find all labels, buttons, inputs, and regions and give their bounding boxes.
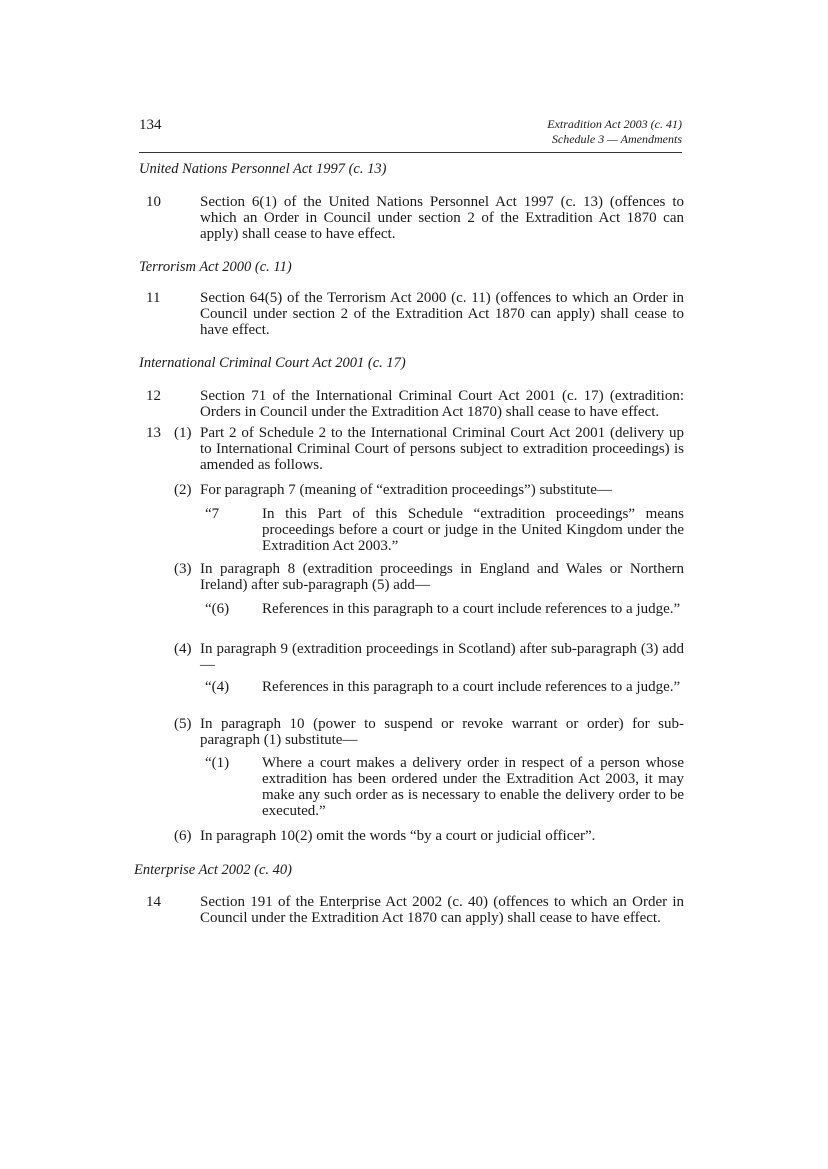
subparagraph-6-text: In paragraph 10(2) omit the words “by a court or judicial officer”. xyxy=(200,828,596,844)
section-heading-un: United Nations Personnel Act 1997 (c. 13) xyxy=(139,161,387,177)
subparagraph-3-text: In paragraph 8 (extradition proceedings in England and Wales or Northern Ireland) after sub-paragraph (5) add— xyxy=(200,561,684,593)
section-heading-enterprise: Enterprise Act 2002 (c. 40) xyxy=(134,862,292,878)
paragraph-11-text: Section 64(5) of the Terrorism Act 2000 (c. 11) (offences to which an Order in Council under section 2 of the Extradition Act 1870 can apply) shall cease to have effect. xyxy=(200,290,684,338)
running-header xyxy=(547,117,682,147)
section-heading-terrorism: Terrorism Act 2000 (c. 11) xyxy=(139,259,292,275)
paragraph-number-12: 12 xyxy=(146,388,161,404)
paragraph-number-14: 14 xyxy=(146,894,161,910)
subparagraph-1-number: (1) xyxy=(174,425,192,441)
subparagraph-4-number: (4) xyxy=(174,641,192,657)
paragraph-12-text: Section 71 of the International Criminal Court Act 2001 (c. 17) (extradition: Orders in Council under the Extradition Act 1870) shall cease to have effect. xyxy=(200,388,684,420)
quoted-subparagraph-6-text: References in this paragraph to a court include references to a judge.” xyxy=(262,601,681,617)
paragraph-number-10: 10 xyxy=(146,194,161,210)
running-subtitle: Schedule 3 — Amendments xyxy=(551,132,682,146)
subparagraph-2-number: (2) xyxy=(174,482,192,498)
quoted-paragraph-7-number: “7 xyxy=(205,506,220,522)
paragraph-number-11: 11 xyxy=(146,290,161,306)
subparagraph-5-number: (5) xyxy=(174,716,192,732)
subparagraph-1-text: Part 2 of Schedule 2 to the International Criminal Court Act 2001 (delivery up to International Criminal Court of persons subject to extradition proceedings) is amended as follows. xyxy=(200,425,684,473)
page-number: 134 xyxy=(139,117,162,133)
quoted-subparagraph-6-number: “(6) xyxy=(205,601,230,617)
paragraph-10-text: Section 6(1) of the United Nations Personnel Act 1997 (c. 13) (offences to which an Order in Council under section 2 of the Extradition Act 1870 can apply) shall cease to have effect. xyxy=(200,194,684,242)
subparagraph-6-number: (6) xyxy=(174,828,192,844)
quoted-subparagraph-1-text: Where a court makes a delivery order in respect of a person whose extradition has been ordered under the Extradition Act 2003, it may make any such order as is necessary to enable the delivery order to be executed.” xyxy=(262,755,684,819)
running-title: Extradition Act 2003 (c. 41) xyxy=(547,117,682,131)
header-rule xyxy=(139,152,682,153)
subparagraph-2-text: For paragraph 7 (meaning of “extradition proceedings”) substitute— xyxy=(200,482,612,498)
section-heading-icc: International Criminal Court Act 2001 (c. 17) xyxy=(139,355,406,371)
subparagraph-5-text: In paragraph 10 (power to suspend or revoke warrant or order) for sub-paragraph (1) substitute— xyxy=(200,716,684,748)
quoted-subparagraph-1-number: “(1) xyxy=(205,755,230,771)
quoted-subparagraph-4-number: “(4) xyxy=(205,679,230,695)
paragraph-14-text: Section 191 of the Enterprise Act 2002 (c. 40) (offences to which an Order in Council under the Extradition Act 1870 can apply) shall cease to have effect. xyxy=(200,894,684,926)
subparagraph-4-text: In paragraph 9 (extradition proceedings in Scotland) after sub-paragraph (3) add— xyxy=(200,641,684,673)
subparagraph-3-number: (3) xyxy=(174,561,192,577)
quoted-paragraph-7-text: In this Part of this Schedule “extradition proceedings” means proceedings before a court or judge in the United Kingdom under the Extradition Act 2003.” xyxy=(262,506,684,554)
quoted-subparagraph-4-text: References in this paragraph to a court include references to a judge.” xyxy=(262,679,681,695)
paragraph-number-13: 13 xyxy=(146,425,161,441)
